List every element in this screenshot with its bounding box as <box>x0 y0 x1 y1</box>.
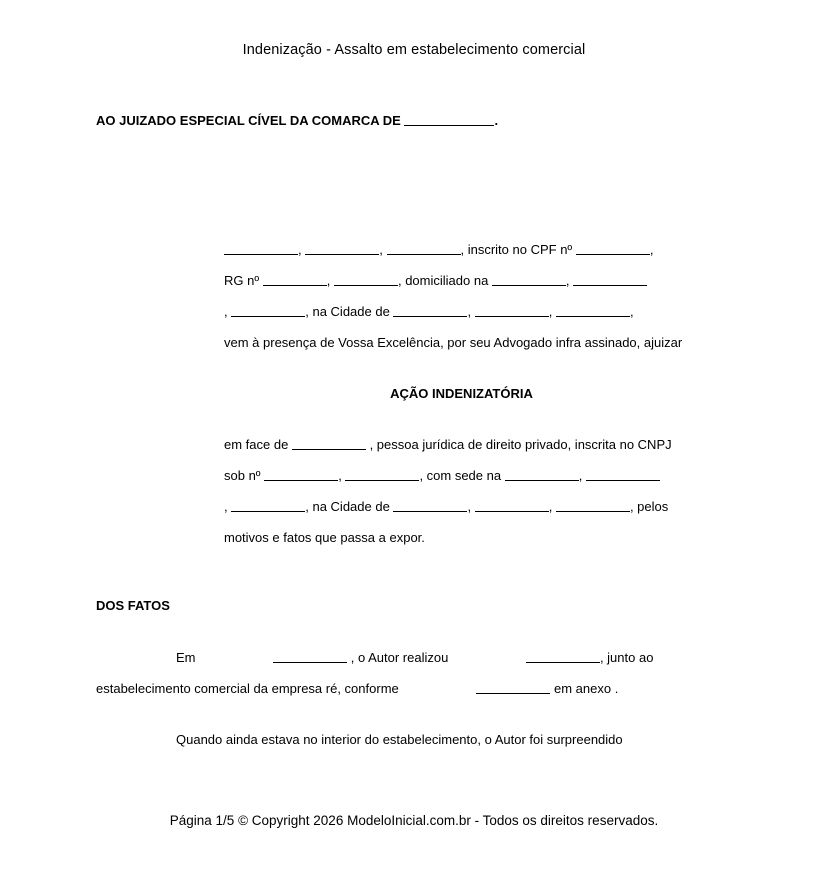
author-cpf-label: , inscrito no CPF nº <box>460 241 573 257</box>
page-title: Indenização - Assalto em estabelecimento comercial <box>242 42 586 58</box>
author-name-blank[interactable] <box>224 243 298 255</box>
facts-line3-text: Quando ainda estava no interior do estabelecimento, o Autor foi surpreendido <box>176 732 623 748</box>
author-status-blank[interactable] <box>387 243 461 255</box>
author-sep-3: , <box>649 241 654 257</box>
spacer <box>96 704 729 724</box>
author-rg-blank[interactable] <box>263 274 327 286</box>
defendant-sep-5: , <box>548 498 553 514</box>
author-sep-1: , <box>298 241 302 257</box>
defendant-sep-2: , <box>578 467 583 483</box>
author-sep-4: , <box>326 272 331 288</box>
author-sep-8: , <box>548 303 553 319</box>
court-blank-field[interactable] <box>404 114 494 126</box>
facts-line2-end: em anexo . <box>554 681 619 697</box>
author-address-number-blank[interactable] <box>573 274 647 286</box>
author-block <box>224 234 729 553</box>
author-sep-2: , <box>379 241 383 257</box>
facts-document-blank[interactable] <box>476 682 550 694</box>
defendant-seat-label: , com sede na <box>419 467 502 483</box>
author-state-blank[interactable] <box>475 305 549 317</box>
defendant-city-label: , na Cidade de <box>305 498 390 514</box>
defendant-state-blank[interactable] <box>475 500 549 512</box>
document-body <box>0 114 828 755</box>
defendant-cnpj-label: , pessoa jurídica de direito privado, inscrita no CNPJ <box>369 436 672 452</box>
defendant-complement-blank[interactable] <box>231 500 305 512</box>
defendant-extra-blank[interactable] <box>345 469 419 481</box>
author-line-3 <box>224 296 729 327</box>
author-org-blank[interactable] <box>334 274 398 286</box>
author-city-label: , na Cidade de <box>305 303 390 319</box>
facts-line2-label: estabelecimento comercial da empresa ré, conforme <box>96 681 399 697</box>
facts-action-blank[interactable] <box>526 651 600 663</box>
court-heading-prefix: AO JUIZADO ESPECIAL CÍVEL DA COMARCA DE <box>96 113 401 128</box>
court-heading-suffix: . <box>494 113 499 128</box>
court-heading <box>96 114 729 128</box>
author-sep-6: , <box>224 303 228 319</box>
facts-line-1 <box>96 642 729 673</box>
defendant-sep-4: , <box>467 498 472 514</box>
facts-mid-label: , o Autor realizou <box>350 650 449 666</box>
defendant-city-blank[interactable] <box>393 500 467 512</box>
spacer <box>96 612 729 642</box>
defendant-line-2 <box>224 460 729 491</box>
defendant-address-number-blank[interactable] <box>586 469 660 481</box>
defendant-line-4: motivos e fatos que passa a expor. <box>224 529 425 545</box>
author-complement-blank[interactable] <box>231 305 305 317</box>
spacer <box>224 409 729 429</box>
author-cpf-blank[interactable] <box>576 243 650 255</box>
author-sep-5: , <box>565 272 570 288</box>
defendant-sep-3: , <box>224 498 228 514</box>
defendant-name-blank[interactable] <box>292 438 366 450</box>
document-page <box>0 42 828 870</box>
author-zip-blank[interactable] <box>556 305 630 317</box>
author-line-1 <box>224 234 729 265</box>
facts-em-label: Em <box>176 650 196 666</box>
author-sep-7: , <box>467 303 472 319</box>
defendant-line-3 <box>224 491 729 522</box>
defendant-sob-label: sob nº <box>224 467 261 483</box>
facts-line-2 <box>96 673 729 704</box>
section-facts-heading: DOS FATOS <box>96 597 170 613</box>
defendant-zip-blank[interactable] <box>556 500 630 512</box>
author-city-blank[interactable] <box>393 305 467 317</box>
facts-date-blank[interactable] <box>273 651 347 663</box>
author-rg-label: RG nº <box>224 272 260 288</box>
author-domicile-label: , domiciliado na <box>397 272 489 288</box>
author-sep-9: , <box>629 303 634 319</box>
author-nationality-blank[interactable] <box>305 243 379 255</box>
defendant-address-blank[interactable] <box>505 469 579 481</box>
spacer <box>224 358 729 378</box>
spacer <box>96 553 729 599</box>
action-heading: AÇÃO INDENIZATÓRIA <box>390 385 533 401</box>
author-line-2 <box>224 265 729 296</box>
defendant-sep-1: , <box>338 467 342 483</box>
spacer <box>96 128 729 234</box>
facts-line-3 <box>96 724 729 755</box>
defendant-cnpj-blank[interactable] <box>264 469 338 481</box>
defendant-line-1 <box>224 429 729 460</box>
defendant-label: em face de <box>224 436 289 452</box>
facts-end-label: , junto ao <box>599 650 654 666</box>
author-address-blank[interactable] <box>492 274 566 286</box>
page-footer: Página 1/5 © Copyright 2026 ModeloInicial.com.br - Todos os direitos reservados. <box>169 813 659 828</box>
defendant-sep-6: , pelos <box>629 498 669 514</box>
author-line-4: vem à presença de Vossa Excelência, por seu Advogado infra assinado, ajuizar <box>224 334 683 350</box>
